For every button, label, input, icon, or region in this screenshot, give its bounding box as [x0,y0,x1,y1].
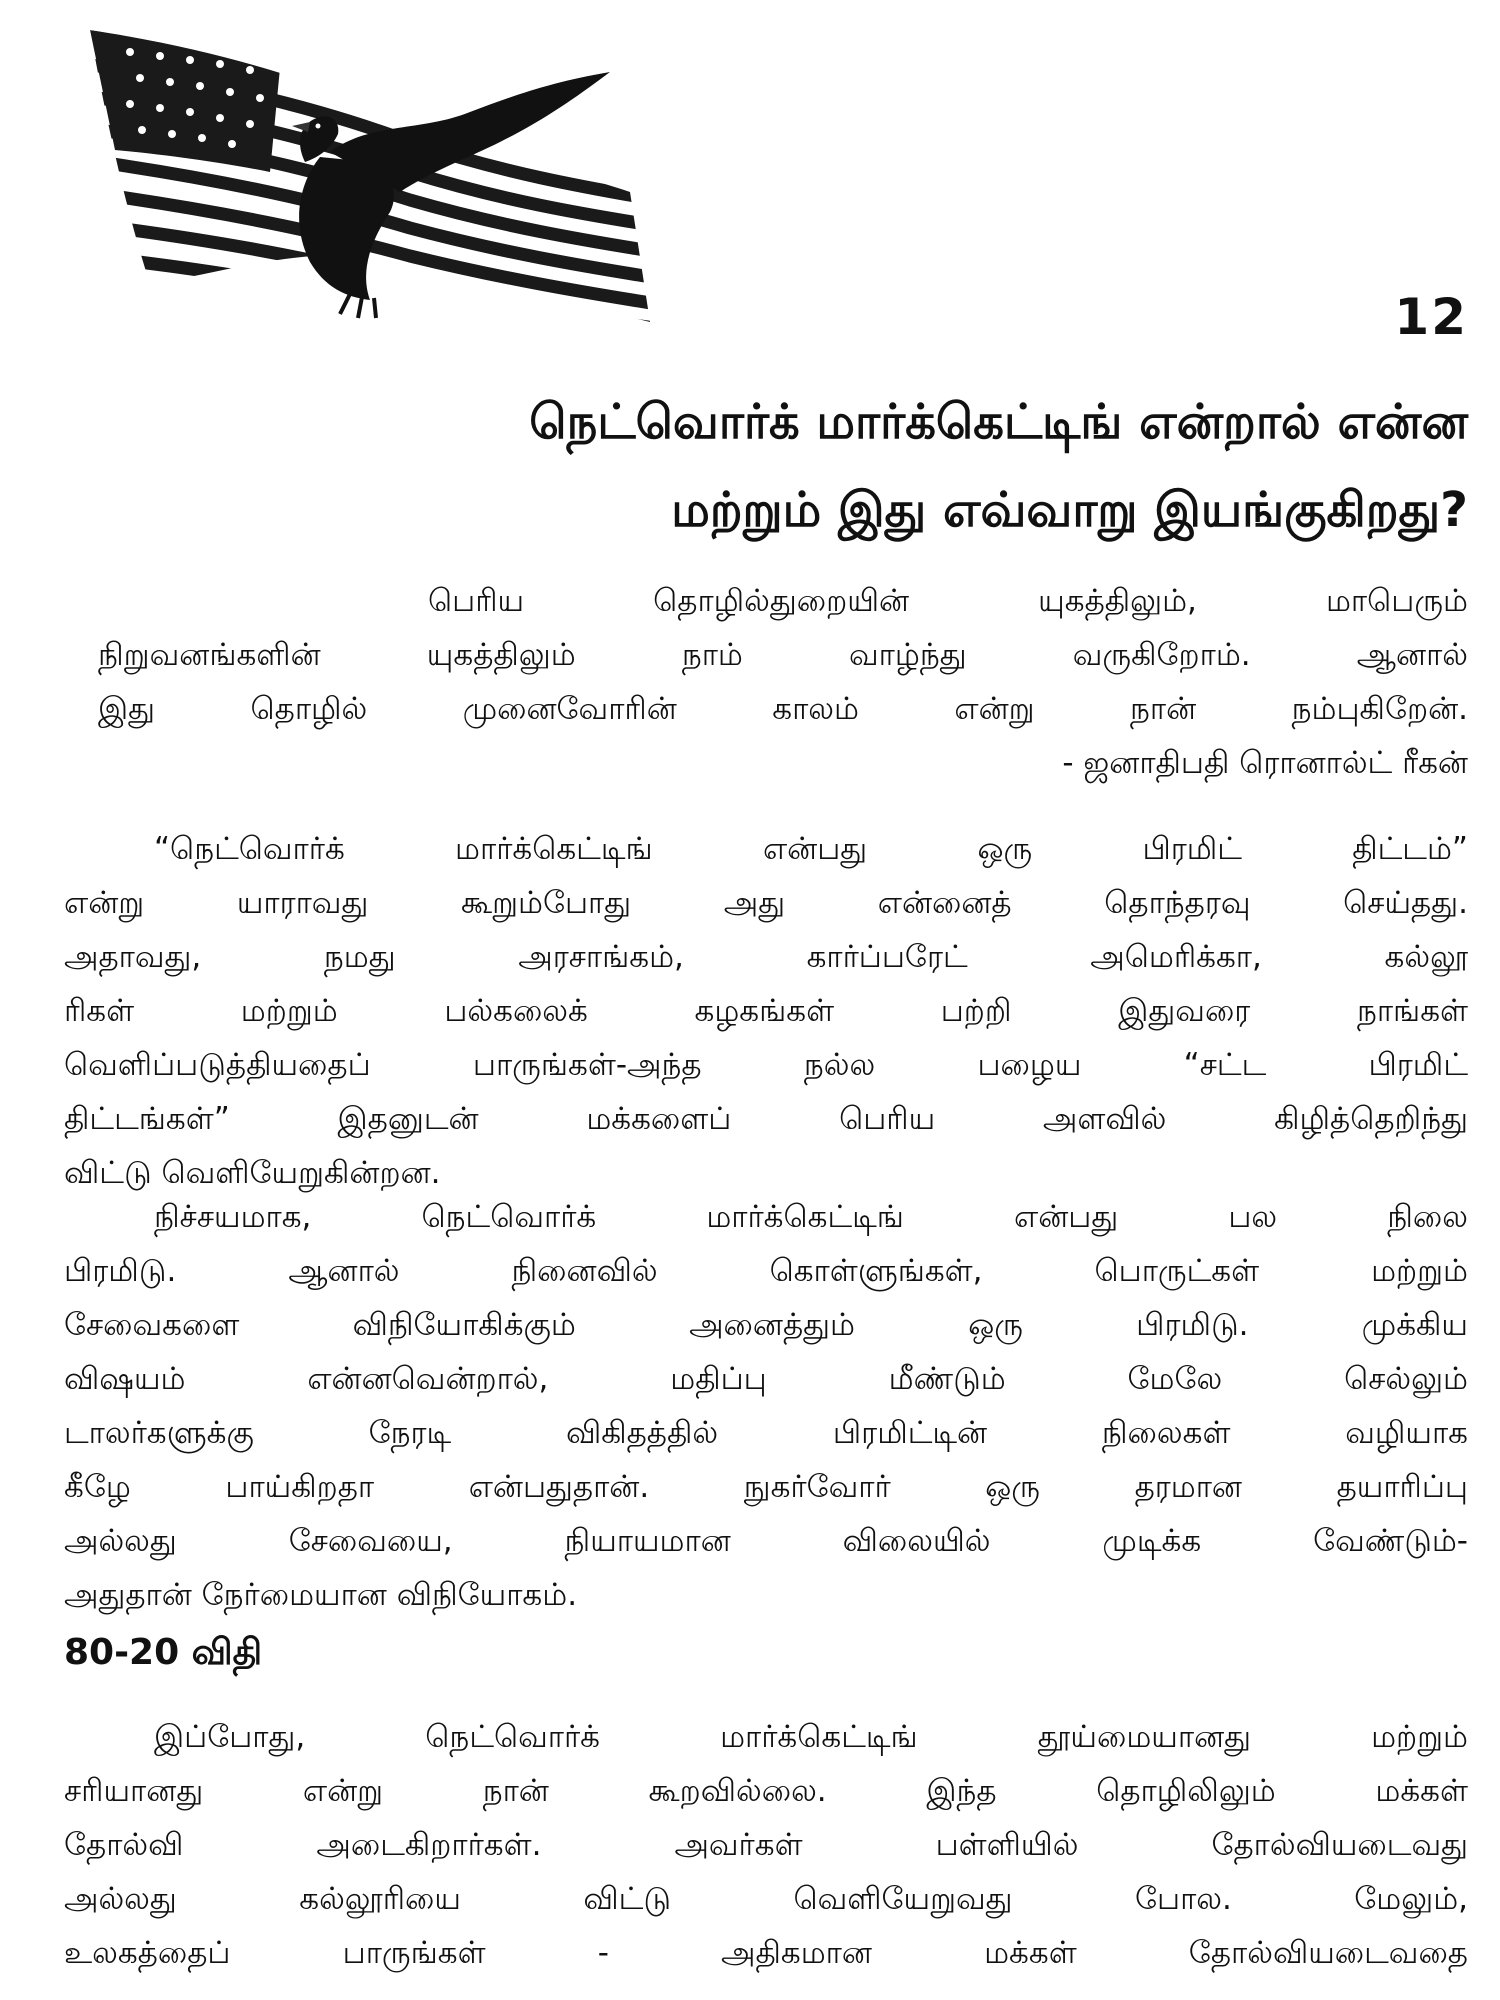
paragraph-line: உலகத்தைப் பாருங்கள் - அதிகமான மக்கள் தோல்வியடைவதை [64,1935,1468,1971]
paragraph-3 [64,1710,1468,1980]
paragraph-line: அதாவது, நமது அரசாங்கம், கார்ப்பரேட் அமெரிக்கா, கல்லூ [64,939,1468,975]
paragraph-line: பிரமிடு. ஆனால் நினைவில் கொள்ளுங்கள், பொருட்கள் மற்றும் [64,1253,1468,1289]
paragraph-2 [64,1190,1468,1622]
paragraph-line: டாலர்களுக்கு நேரடி விகிதத்தில் பிரமிட்டின் நிலைகள் வழியாக [64,1415,1468,1451]
paragraph-line: திட்டங்கள்” இதனுடன் மக்களைப் பெரிய அளவில் கிழித்தெறிந்து [64,1101,1468,1137]
paragraph-line: விட்டு வெளியேறுகின்றன. [64,1155,441,1191]
chapter-title-line: மற்றும் இது எவ்வாறு இயங்குகிறது? [671,482,1468,538]
chapter-title [168,378,1468,554]
eagle-flag-icon [70,22,660,322]
section-heading: 80-20 விதி [64,1632,263,1673]
chapter-number: 12 [1394,288,1468,346]
paragraph-line: அல்லது சேவையை, நியாயமான விலையில் முடிக்க வேண்டும்- [64,1523,1468,1559]
epigraph-line: நிறுவனங்களின் யுகத்திலும் நாம் வாழ்ந்து வருகிறோம். ஆனால் [98,637,1468,673]
paragraph-line: என்று யாராவது கூறும்போது அது என்னைத் தொந்தரவு செய்தது. [64,885,1468,921]
paragraph-line: இப்போது, நெட்வொர்க் மார்க்கெட்டிங் தூய்மையானது மற்றும் [154,1719,1468,1755]
paragraph-line: தோல்வி அடைகிறார்கள். அவர்கள் பள்ளியில் தோல்வியடைவது [64,1827,1468,1863]
chapter-title-line: நெட்வொர்க் மார்க்கெட்டிங் என்றால் என்ன [529,394,1468,450]
paragraph-line: அதுதான் நேர்மையான விநியோகம். [64,1577,578,1613]
paragraph-line: ரிகள் மற்றும் பல்கலைக் கழகங்கள் பற்றி இதுவரை நாங்கள் [64,993,1468,1029]
paragraph-line: அல்லது கல்லூரியை விட்டு வெளியேறுவது போல. மேலும், [64,1881,1468,1917]
epigraph-attribution: - ஜனாதிபதி ரொனால்ட் ரீகன் [1062,745,1468,781]
paragraph-line: வெளிப்படுத்தியதைப் பாருங்கள்-அந்த நல்ல பழைய “சட்ட பிரமிட் [64,1047,1468,1083]
paragraph-line: விஷயம் என்னவென்றால், மதிப்பு மீண்டும் மேலே செல்லும் [64,1361,1468,1397]
paragraph-1 [64,822,1468,1200]
paragraph-line: நிச்சயமாக, நெட்வொர்க் மார்க்கெட்டிங் என்பது பல நிலை [154,1199,1468,1235]
paragraph-line: சரியானது என்று நான் கூறவில்லை. இந்த தொழிலிலும் மக்கள் [64,1773,1468,1809]
epigraph-line: பெரிய தொழில்துறையின் யுகத்திலும், மாபெரும் [428,583,1468,619]
epigraph-line: இது தொழில் முனைவோரின் காலம் என்று நான் நம்புகிறேன். [98,691,1468,727]
paragraph-line: “நெட்வொர்க் மார்க்கெட்டிங் என்பது ஒரு பிரமிட் திட்டம்” [154,831,1468,867]
epigraph [98,574,1468,790]
paragraph-line: சேவைகளை விநியோகிக்கும் அனைத்தும் ஒரு பிரமிடு. முக்கிய [64,1307,1468,1343]
paragraph-line: கீழே பாய்கிறதா என்பதுதான். நுகர்வோர் ஒரு தரமான தயாரிப்பு [64,1469,1468,1505]
